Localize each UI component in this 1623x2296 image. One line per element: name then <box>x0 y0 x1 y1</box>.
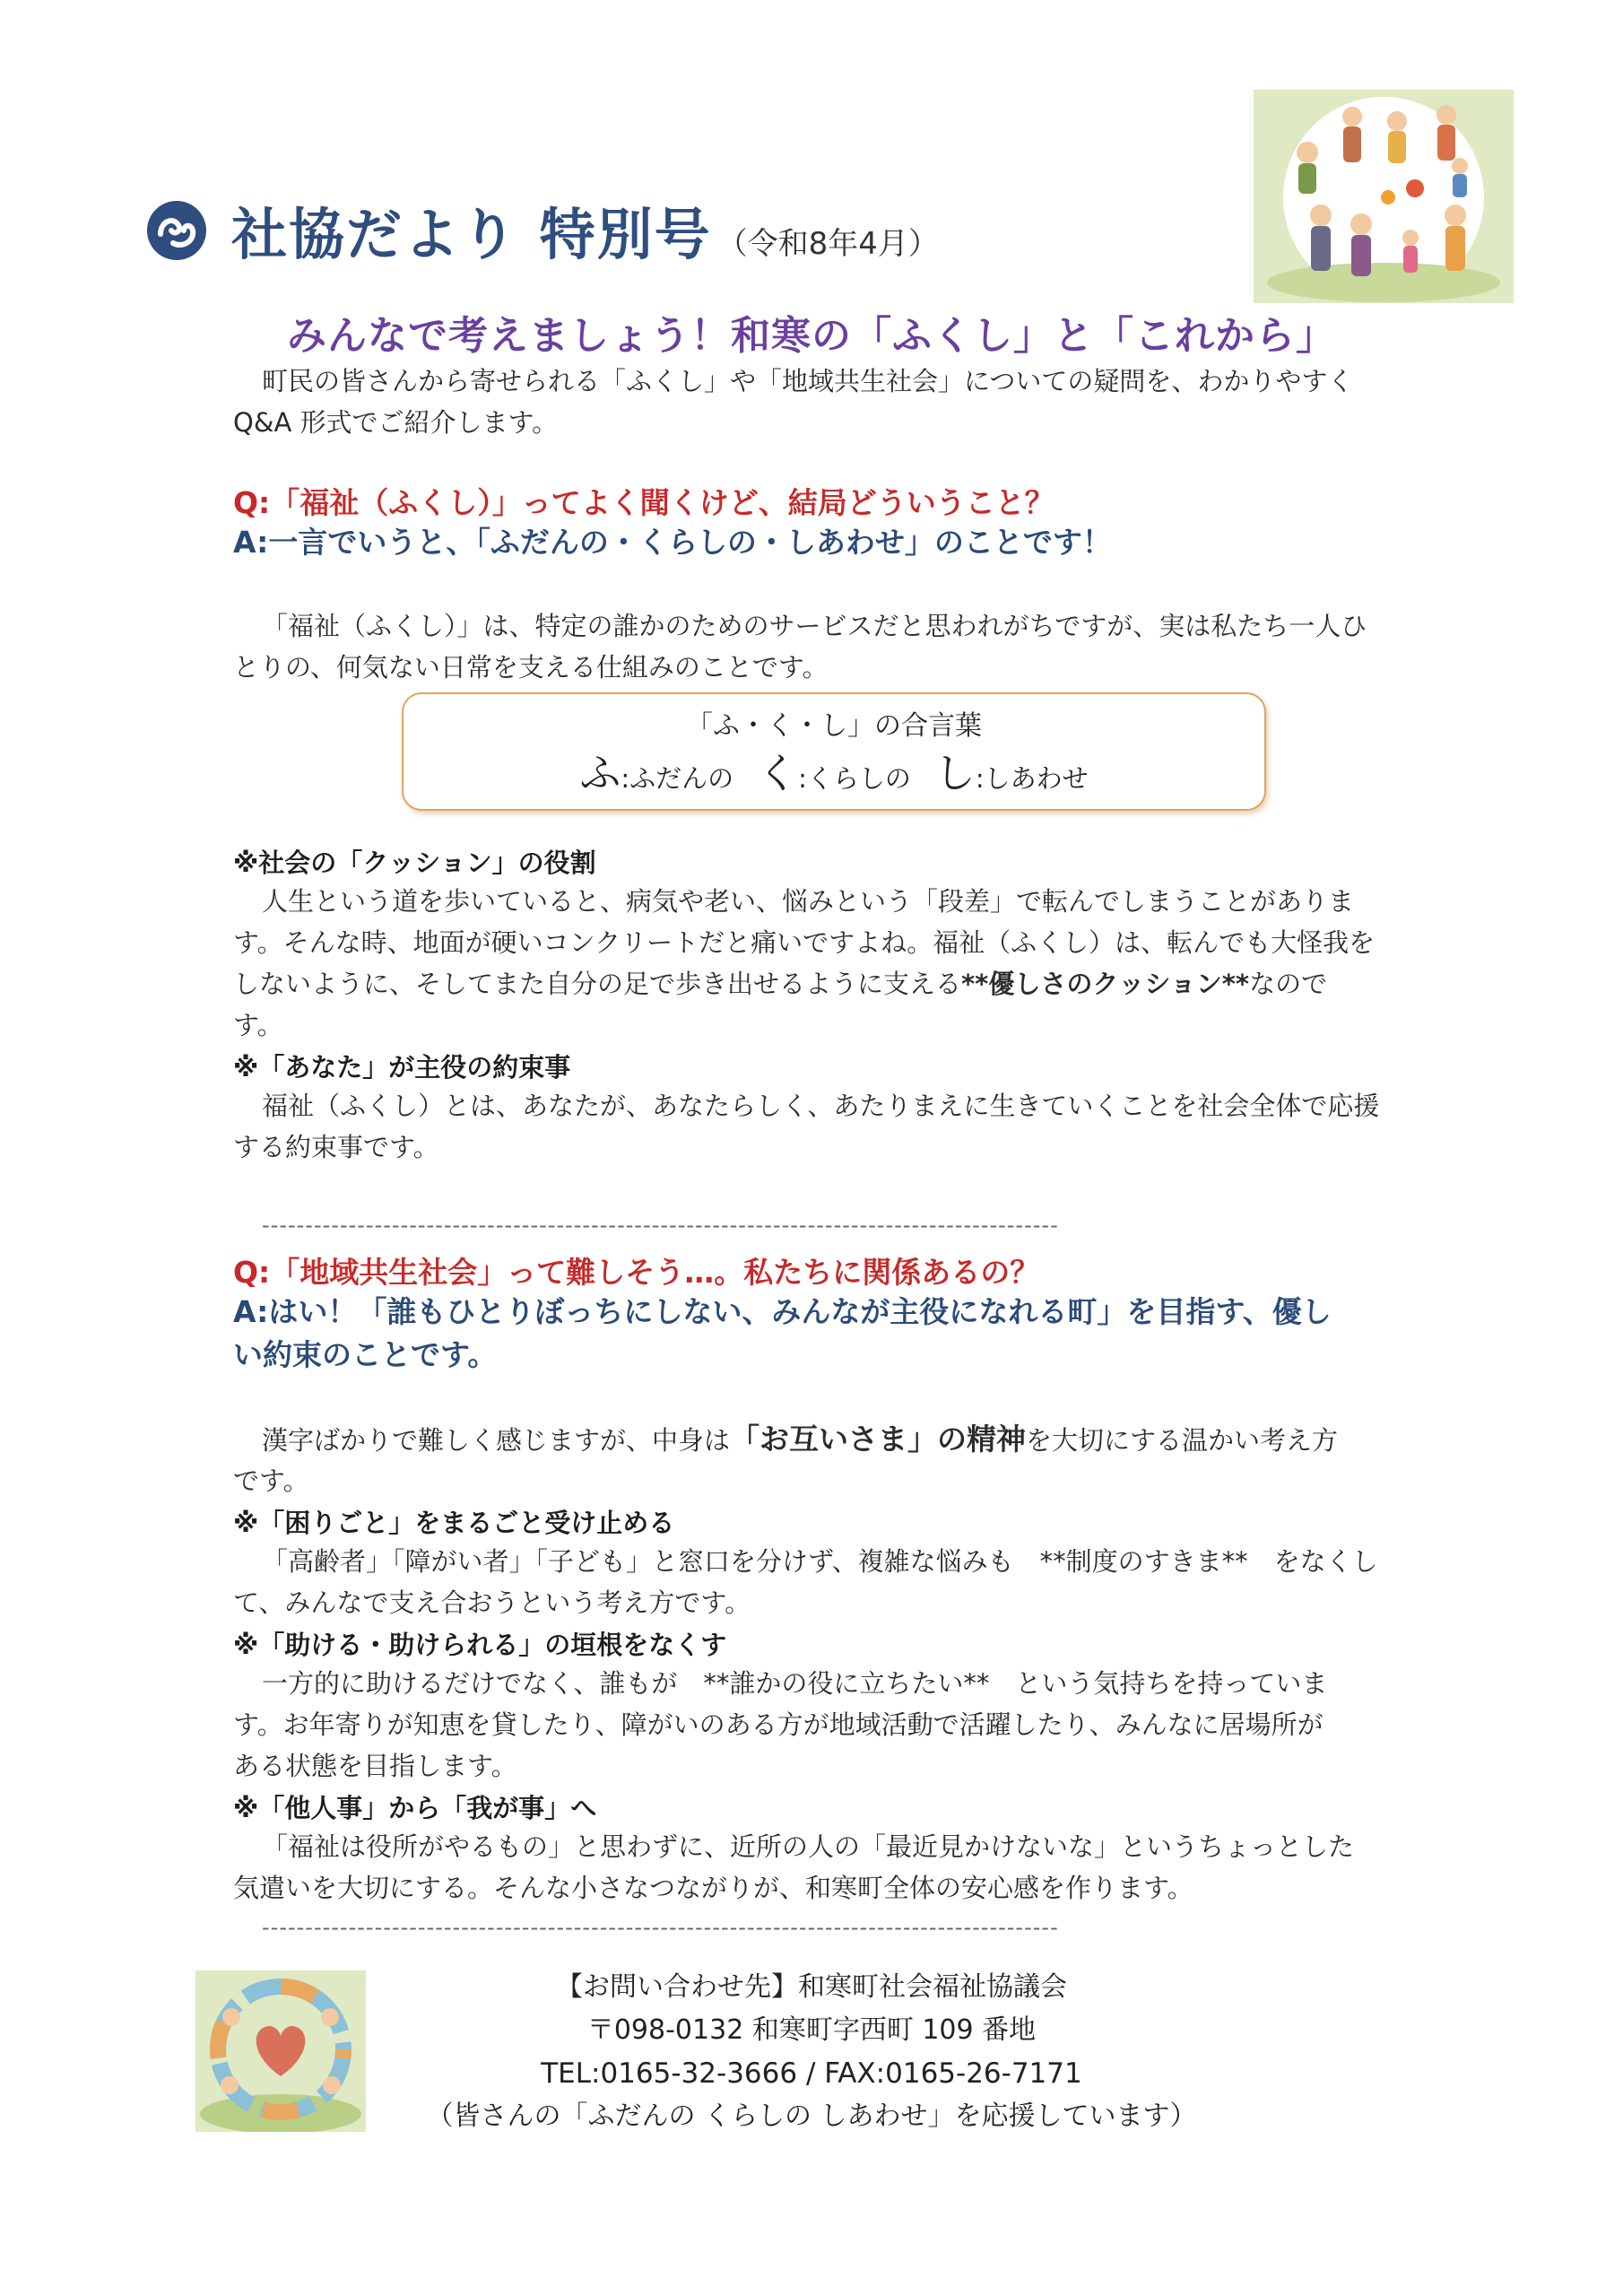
qa2-body-line-1 <box>262 1419 1338 1461</box>
keyword-shi: し <box>933 749 976 797</box>
intro-line-2: Q&A 形式でご紹介します。 <box>233 407 559 438</box>
issue-date: （令和8年4月） <box>716 226 939 262</box>
keyword-box-line <box>404 741 1264 800</box>
question-1: Q:「福祉（ふくし）」ってよく聞くけど、結局どういうこと？ <box>233 485 1055 520</box>
keyword-fu: ふ <box>579 749 621 797</box>
mutual-heading: ※「助ける・助けられる」の垣根をなくす <box>233 1630 727 1660</box>
question-2: Q:「地域共生社会」って難しそう…。私たちに関係あるの？ <box>233 1255 1040 1290</box>
contact-address: 〒098-0132 和寒町字西町 109 番地 <box>586 2014 1037 2046</box>
qa2-body-1c: を大切にする温かい考え方 <box>1026 1425 1339 1456</box>
promise-line-1: 福祉（ふくし）とは、あなたが、あなたらしく、あたりまえに生きていくことを社会全体で応援 <box>262 1091 1380 1121</box>
page-title <box>231 190 939 270</box>
cushion-line-1: 人生という道を歩いていると、病気や老い、悩みという「段差」で転んでしまうことがありま <box>262 886 1355 917</box>
intro-line-1: 町民の皆さんから寄せられる「ふくし」や「地域共生社会」についての疑問を、わかりやすく <box>262 366 1354 396</box>
promise-heading: ※「あなた」が主役の約束事 <box>233 1052 571 1083</box>
otagaisama-emphasis: 「お互いさま」の精神 <box>730 1422 1027 1457</box>
keyword-fu-text: :ふだんの <box>621 763 734 794</box>
cushion-emphasis: **優しさのクッション** <box>961 969 1250 999</box>
troubles-heading: ※「困りごと」をまるごと受け止める <box>233 1508 675 1538</box>
separator-1: -------------------------------------------------------------------------------------------- <box>262 1213 1059 1238</box>
qa2-body-line-2: です。 <box>233 1465 309 1496</box>
separator-2: -------------------------------------------------------------------------------------------- <box>262 1915 1059 1940</box>
qa1-body-line-2: とりの、何気ない日常を支える仕組みのことです。 <box>233 652 829 683</box>
keyword-ku: く <box>757 749 799 797</box>
cushion-line-3c: なので <box>1249 969 1328 999</box>
cushion-line-3 <box>233 963 1327 1004</box>
cushion-heading: ※社会の「クッション」の役割 <box>233 848 596 878</box>
contact-message: （皆さんの「ふだんの くらしの しあわせ」を応援しています） <box>426 2100 1197 2132</box>
ourselves-heading: ※「他人事」から「我が事」へ <box>233 1793 597 1823</box>
title-text: 社協だより 特別号 <box>231 202 712 267</box>
troubles-line-2: て、みんなで支え合おうという考え方です。 <box>233 1587 751 1618</box>
community-people-illustration <box>1254 90 1514 303</box>
answer-2-line-2: い約束のことです。 <box>233 1337 498 1372</box>
mutual-line-1: 一方的に助けるだけでなく、誰もが **誰かの役に立ちたい** という気持ちを持っていま <box>262 1668 1328 1699</box>
answer-1: A:一言でいうと、「ふだんの・くらしの・しあわせ」のことです！ <box>233 525 1112 560</box>
headline: みんなで考えましょう！和寒の「ふくし」と「これから」 <box>287 313 1336 359</box>
cushion-line-2: す。そんな時、地面が硬いコンクリートだと痛いですよね。福祉（ふくし）は、転んでも大怪我を <box>233 927 1376 958</box>
cushion-line-3a: しないように、そしてまた自分の足で歩き出せるように支える <box>233 969 962 999</box>
mutual-line-2: す。お年寄りが知恵を貸したり、障がいのある方が地域活動で活躍したり、みんなに居場所が <box>233 1709 1324 1740</box>
contact-phone-fax: TEL:0165-32-3666 / FAX:0165-26-7171 <box>541 2057 1082 2090</box>
qa2-body-1a: 漢字ばかりで難しく感じますが、中身は <box>262 1425 731 1456</box>
keyword-box <box>402 692 1266 811</box>
troubles-line-1: 「高齢者」「障がい者」「子ども」と窓口を分けず、複雑な悩みも **制度のすきま** をなくし <box>262 1546 1378 1577</box>
mutual-line-3: ある状態を目指します。 <box>233 1751 517 1781</box>
keyword-box-title: 「ふ・く・し」の合言葉 <box>686 710 982 742</box>
answer-2-line-1: A:はい！「誰もひとりぼっちにしない、みんなが主役になれる町」を目指す、優し <box>233 1294 1332 1329</box>
keyword-ku-text: :くらしの <box>798 763 911 794</box>
ourselves-line-1: 「福祉は役所がやるもの」と思わずに、近所の人の「最近見かけないな」というちょっとした <box>262 1831 1355 1862</box>
contact-line-1: 【お問い合わせ先】和寒町社会福祉協議会 <box>556 1971 1067 2003</box>
cushion-line-4: す。 <box>233 1010 283 1040</box>
ourselves-line-2: 気遣いを大切にする。そんな小さなつながりが、和寒町全体の安心感を作ります。 <box>233 1873 1193 1903</box>
social-welfare-logo-icon <box>146 200 207 261</box>
promise-line-2: する約束事です。 <box>233 1132 439 1162</box>
keyword-shi-text: :しあわせ <box>975 763 1089 794</box>
qa1-body-line-1: 「福祉（ふくし）」は、特定の誰かのためのサービスだと思われがちですが、実は私たち一人ひ <box>262 611 1367 641</box>
